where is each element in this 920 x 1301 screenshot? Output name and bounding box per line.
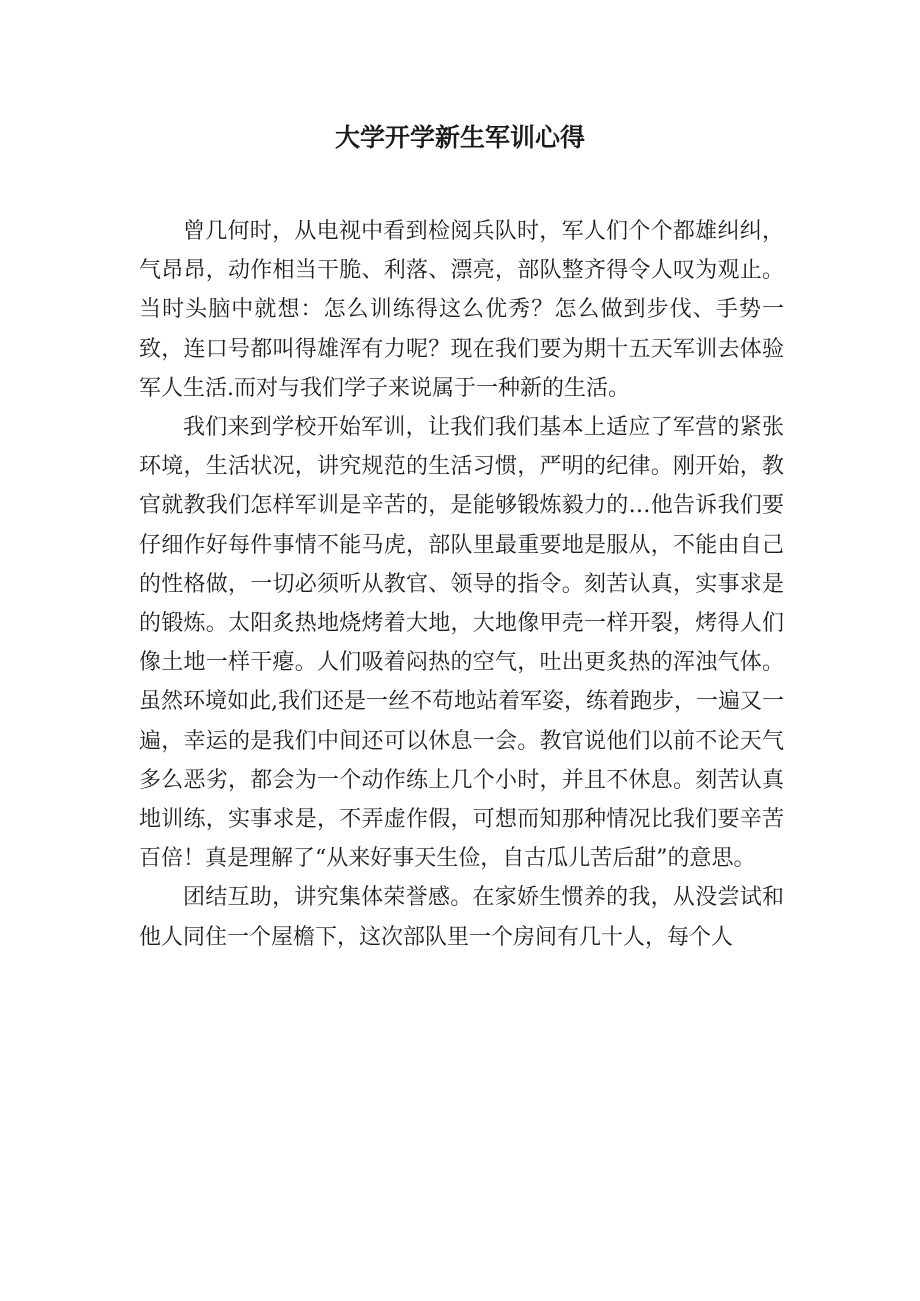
paragraph-3: 团结互助，讲究集体荣誉感。在家娇生惯养的我，从没尝试和他人同住一个屋檐下，这次部队里一个房间有几十人，每个人 [139, 885, 784, 950]
paragraph-2: 我们来到学校开始军训，让我们我们基本上适应了军营的紧张环境，生活状况，讲究规范的生活习惯，严明的纪律。刚开始，教官就教我们怎样军训是辛苦的，是能够锻炼毅力的…他告诉我们要仔细作好每件事情不能马虎，部队里最重要地是服从，不能由自己的性格做，一切必须听从教官、领导的指令。刻苦认真，实事求是的锻炼。太阳炙热地烧烤着大地，大地像甲壳一样开裂，烤得人们像土地一样干瘪。人们吸着闷热的空气，吐出更炙热的浑浊气体。虽然环境如此,我们还是一丝不苟地站着军姿，练着跑步，一遍又一遍，幸运的是我们中间还可以休息一会。教官说他们以前不论天气多么恶劣，都会为一个动作练上几个小时，并且不休息。刻苦认真地训练，实事求是，不弄虚作假，可想而知那种情况比我们要辛苦百倍！真是理解了“从来好事天生俭，自古瓜儿苦后甜”的意思。 [139, 415, 784, 872]
document-body [139, 212, 784, 957]
document-title: 大学开学新生军训心得 [334, 123, 585, 152]
paragraph-1: 曾几何时，从电视中看到检阅兵队时，军人们个个都雄纠纠，气昂昂，动作相当干脆、利落、漂亮，部队整齐得令人叹为观止。当时头脑中就想：怎么训练得这么优秀？怎么做到步伐、手势一致，连口号都叫得雄浑有力呢？现在我们要为期十五天军训去体验军人生活.而对与我们学子来说属于一种新的生活。 [139, 219, 784, 401]
